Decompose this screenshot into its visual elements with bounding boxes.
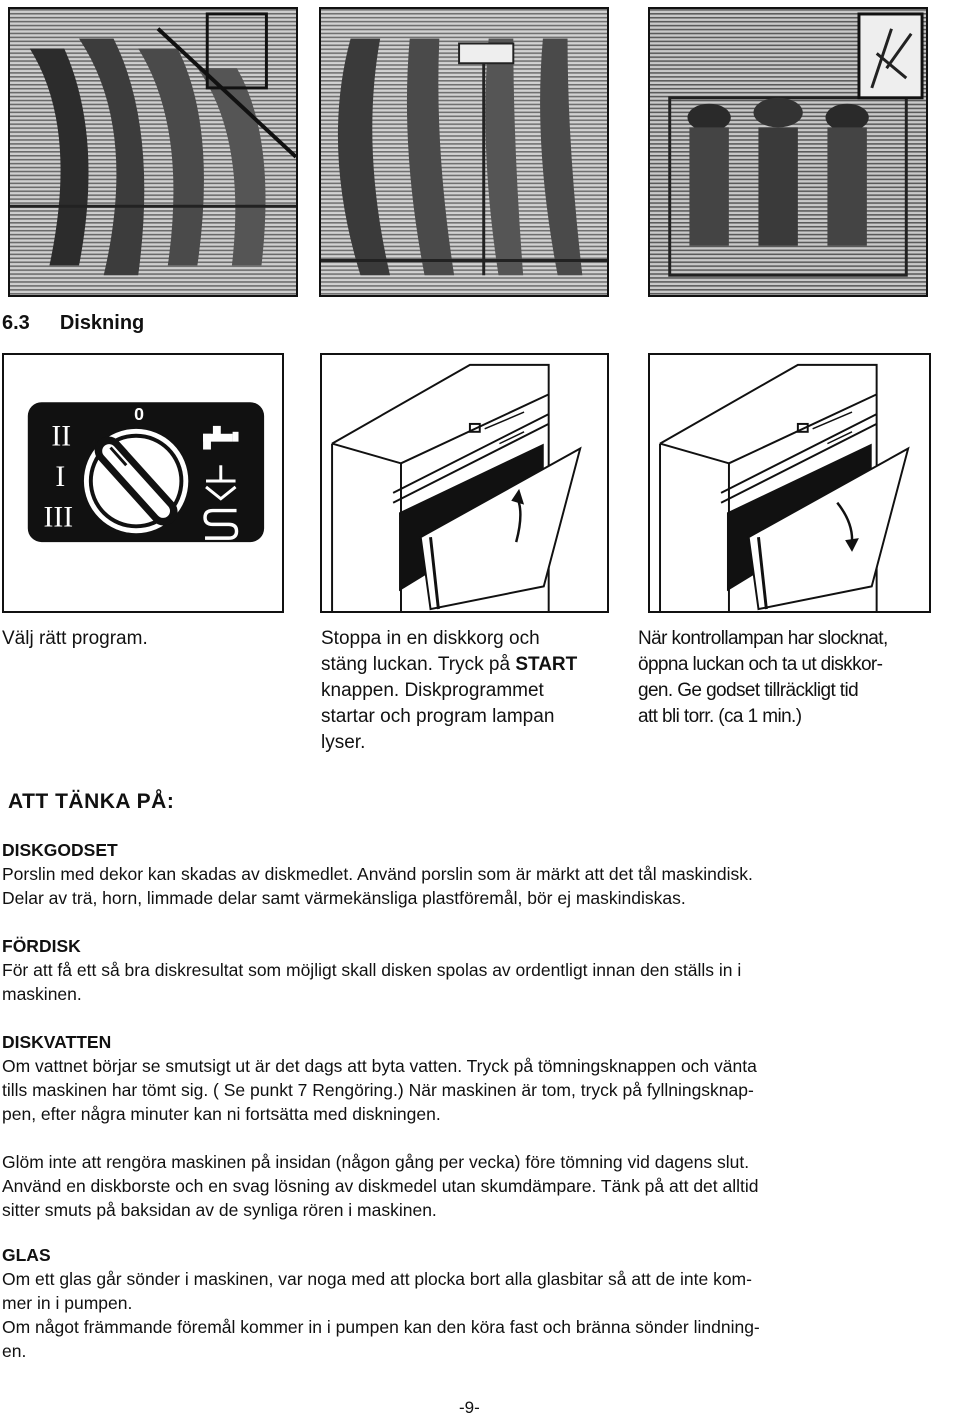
section-heading: DISKGODSET	[2, 840, 118, 860]
att-heading: ATT TÄNKA PÅ:	[8, 790, 175, 813]
body-line: pen, efter några minuter kan ni fortsätta med diskningen.	[2, 1104, 441, 1124]
body-line: en.	[2, 1341, 27, 1361]
figure-program-dial	[2, 353, 284, 613]
caption-text: stäng luckan. Tryck på	[321, 654, 516, 675]
caption-line: knappen. Diskprogrammet	[321, 680, 544, 701]
glass-rack-photo-icon	[650, 9, 926, 295]
body-line: Porslin med dekor kan skadas av diskmedlet. Använd porslin som är märkt att det tål maskindisk.	[2, 864, 753, 884]
caption-line: Stoppa in en diskkorg och	[321, 628, 540, 649]
section-diskgodset	[2, 838, 960, 910]
caption-line: öppna luckan och ta ut diskkor-	[638, 654, 883, 675]
body-line: För att få ett så bra diskresultat som möjligt skall disken spolas av ordentligt innan den ställs in i	[2, 960, 742, 980]
section-cleaning	[2, 1150, 960, 1222]
section-glas	[2, 1243, 960, 1363]
program-label-ii: II	[51, 420, 72, 453]
caption-line: gen. Ge godset tillräckligt tid	[638, 680, 859, 701]
caption-select-program	[2, 626, 148, 652]
caption-open-door	[638, 626, 888, 730]
program-label-i: I	[55, 460, 66, 493]
dishwasher-door-open-icon	[650, 355, 929, 611]
photo-plates-front	[319, 7, 609, 297]
dish-rack-photo-icon	[321, 9, 607, 295]
section-number: 6.3	[2, 312, 30, 334]
start-keyword: START	[515, 654, 578, 675]
section-heading: DISKVATTEN	[2, 1032, 112, 1052]
body-line: maskinen.	[2, 984, 82, 1004]
dishwasher-door-close-icon	[322, 355, 607, 611]
program-label-iii: III	[43, 501, 74, 534]
figure-open-door	[648, 353, 931, 613]
section-fordisk	[2, 934, 960, 1006]
body-line: tills maskinen har tömt sig. ( Se punkt 7 Rengöring.) När maskinen är tom, tryck på fyllningsknap-	[2, 1080, 754, 1100]
section-name: Diskning	[59, 312, 145, 334]
caption-line: startar och program lampan	[321, 706, 555, 727]
figure-close-door	[320, 353, 609, 613]
body-line: Delar av trä, horn, limmade delar samt värmekänsliga plastföremål, bör ej maskindiskas.	[2, 888, 686, 908]
caption-line: Välj rätt program.	[2, 628, 148, 649]
caption-line: När kontrollampan har slocknat,	[638, 628, 888, 649]
section-title	[2, 312, 144, 335]
dish-rack-photo-icon	[10, 9, 296, 295]
body-line: Om vattnet börjar se smutsigt ut är det dags att byta vatten. Tryck på tömningsknappen och vänta	[2, 1056, 757, 1076]
body-line: Använd en diskborste och en svag lösning av diskmedel utan skumdämpare. Tänk på att det alltid	[2, 1176, 759, 1196]
dial-zero-mark: 0	[134, 403, 144, 424]
body-line: sitter smuts på baksidan av de synliga rören i maskinen.	[2, 1200, 437, 1220]
section-heading: FÖRDISK	[2, 936, 81, 956]
section-diskvatten	[2, 1030, 960, 1126]
caption-line	[321, 652, 577, 678]
section-heading: GLAS	[2, 1245, 51, 1265]
caption-line: att bli torr. (ca 1 min.)	[638, 706, 802, 727]
body-line: Glöm inte att rengöra maskinen på insidan (någon gång per vecka) före tömning vid dagens slut.	[2, 1152, 750, 1172]
caption-start-program	[321, 626, 577, 756]
program-dial-panel	[4, 355, 282, 611]
body-line: Om något främmande föremål kommer in i pumpen kan den köra fast och bränna sönder lindning-	[2, 1317, 760, 1337]
page-number: -9-	[459, 1398, 480, 1415]
photo-plates-rack	[8, 7, 298, 297]
body-line: Om ett glas går sönder i maskinen, var noga med att plocka bort alla glasbitar så att de inte kom-	[2, 1269, 752, 1289]
body-line: mer in i pumpen.	[2, 1293, 133, 1313]
photo-glasses-rack	[648, 7, 928, 297]
caption-line: lyser.	[321, 732, 366, 753]
